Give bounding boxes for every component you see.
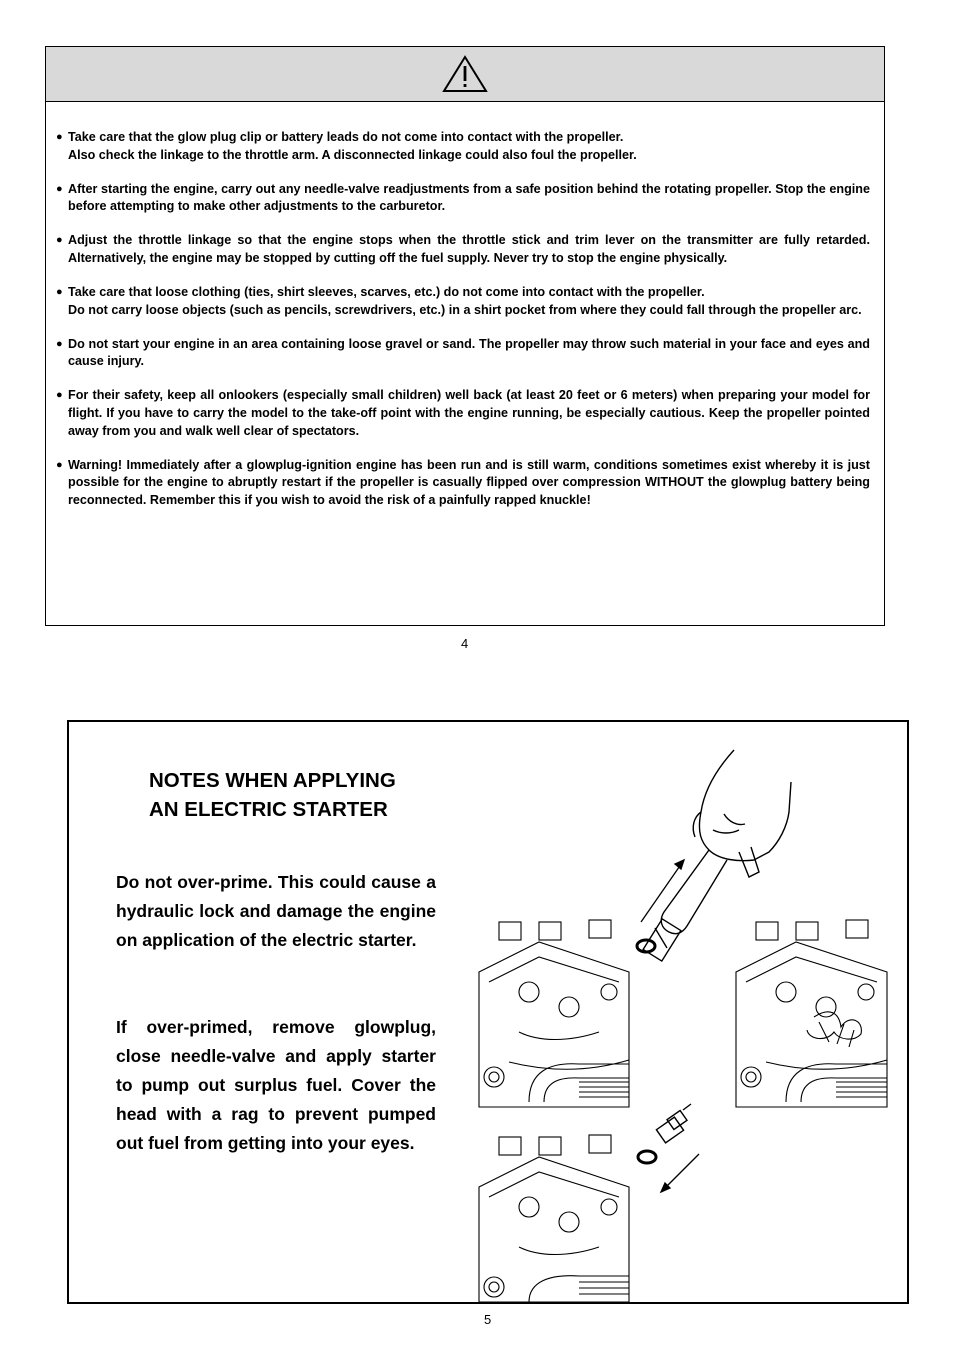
instruction-paragraph: If over-primed, remove glowplug, close needle-valve and apply starter to pump out surplus fuel. Cover the head with a rag to prevent pumped out fuel from getting into your eyes. <box>116 1017 436 1153</box>
warning-text: Take care that loose clothing (ties, shirt sleeves, scarves, etc.) do not come into contact with the propeller. <box>68 285 705 300</box>
warning-text: For their safety, keep all onlookers (especially small children) well back (at least 20 feet or 6 meters) when preparing your model for flight. If you have to carry the model to the take-off point with the engine running, be especially cautious. Keep the propeller pointed away from you and walk well clear of spectators. <box>68 388 870 438</box>
glowplug-drawing <box>656 1104 691 1143</box>
warning-header <box>46 47 884 102</box>
page-number: 5 <box>484 1312 492 1327</box>
engine-head-drawing <box>477 917 632 1107</box>
title-line: AN ELECTRIC STARTER <box>149 798 388 821</box>
section-title <box>149 766 396 824</box>
instruction-paragraph: Do not over-prime. This could cause a hydraulic lock and damage the engine on application of the electric starter. <box>116 872 436 950</box>
bullet-icon: ● <box>56 458 63 471</box>
warning-item <box>56 336 870 371</box>
starter-notes-box <box>67 720 909 1304</box>
bullet-icon: ● <box>56 182 63 195</box>
arrow-icon <box>641 860 699 1192</box>
warning-text: Do not start your engine in an area containing loose gravel or sand. The propeller may throw such material in your face and eyes and cause injury. <box>68 336 870 369</box>
warning-text: Warning! Immediately after a glowplug-ignition engine has been run and is still warm, conditions sometimes exist whereby it is just possible for the engine to abruptly restart if the propeller is casually flipped over compression WITHOUT the glowplug battery being reconnected. Remember this if you wish to avoid the risk of a painfully rapped knuckle! <box>68 457 870 507</box>
engine-head-drawing <box>479 1135 629 1302</box>
warning-triangle-icon <box>442 55 488 93</box>
warning-item <box>56 129 870 164</box>
warning-text: Take care that the glow plug clip or battery leads do not come into contact with the propeller. <box>68 130 624 144</box>
page-number: 4 <box>461 636 469 651</box>
warning-text: Do not carry loose objects (such as pencils, screwdrivers, etc.) in a shirt pocket from where they could fall through the propeller arc. <box>68 302 862 317</box>
washer-ring <box>638 1151 656 1163</box>
warning-item <box>56 284 870 319</box>
warning-text: Adjust the throttle linkage so that the engine stops when the throttle stick and trim lever on the transmitter are fully retarded. Alternatively, the engine may be stopped by cutting off the fuel supply. Never try to stop the engine physically. <box>68 233 870 265</box>
bullet-icon: ● <box>56 234 63 247</box>
title-line: NOTES WHEN APPLYING <box>149 769 396 792</box>
warning-box <box>45 46 885 626</box>
hand-wrench-drawing <box>643 750 791 961</box>
warning-list <box>56 129 870 526</box>
warning-item <box>56 457 870 510</box>
warning-item <box>56 387 870 440</box>
bullet-icon: ● <box>56 389 63 402</box>
engine-illustration <box>469 742 899 1302</box>
warning-item <box>56 181 870 216</box>
bullet-icon: ● <box>56 337 63 350</box>
bullet-icon: ● <box>56 131 63 143</box>
warning-item <box>56 232 870 267</box>
engine-head-drawing <box>736 920 887 1107</box>
bullet-icon: ● <box>56 286 63 299</box>
warning-text: After starting the engine, carry out any needle-valve readjustments from a safe position behind the rotating propeller. Stop the engine before attempting to make other adjustments to the carburetor. <box>68 181 870 214</box>
warning-text: Also check the linkage to the throttle arm. A disconnected linkage could also foul the propeller. <box>68 147 637 162</box>
